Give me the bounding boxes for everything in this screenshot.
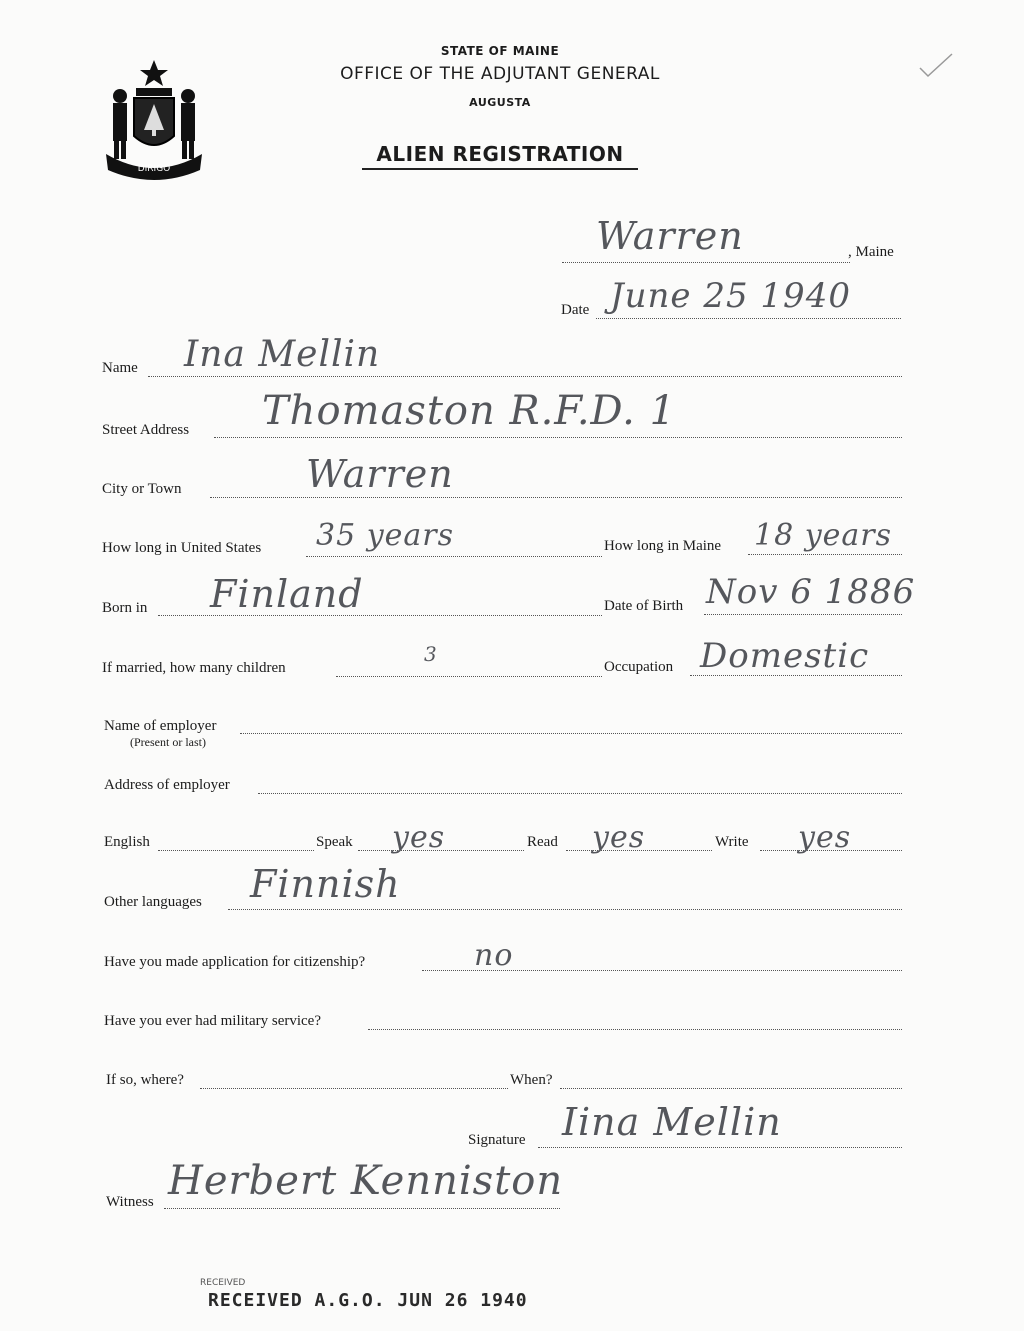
english-line xyxy=(158,850,314,851)
children-line xyxy=(336,676,602,677)
name-line xyxy=(148,376,902,377)
write-label: Write xyxy=(715,834,749,850)
dob-label: Date of Birth xyxy=(604,598,684,614)
checkmark-icon xyxy=(916,50,956,80)
other-languages-label: Other languages xyxy=(104,894,202,910)
occupation-value: Domestic xyxy=(700,636,870,676)
write-value: yes xyxy=(798,820,852,855)
employer-line xyxy=(240,733,902,734)
other-languages-line xyxy=(228,909,902,910)
born-label: Born in xyxy=(102,600,148,616)
street-label: Street Address xyxy=(102,422,190,438)
employer-label: Name of employer xyxy=(104,718,217,734)
name-value: Ina Mellin xyxy=(184,334,381,375)
received-stamp-small: RECEIVED xyxy=(200,1278,246,1288)
us-label: How long in United States xyxy=(102,540,262,556)
form-title: ALIEN REGISTRATION xyxy=(376,142,624,166)
maine-value: 18 years xyxy=(754,518,893,553)
received-stamp: RECEIVED A.G.O. JUN 26 1940 xyxy=(208,1290,528,1311)
signature-label: Signature xyxy=(468,1132,526,1148)
place-value: Warren xyxy=(596,214,744,258)
place-line xyxy=(562,262,850,263)
signature-line xyxy=(538,1147,902,1148)
place-suffix: , Maine xyxy=(848,244,894,260)
military-line xyxy=(368,1029,902,1030)
header-city: AUGUSTA xyxy=(469,96,531,109)
born-value: Finland xyxy=(210,572,364,616)
maine-label: How long in Maine xyxy=(604,538,722,554)
read-label: Read xyxy=(527,834,558,850)
speak-label: Speak xyxy=(316,834,353,850)
maine-line xyxy=(748,554,902,555)
dob-line xyxy=(704,614,902,615)
witness-label: Witness xyxy=(106,1194,154,1210)
date-line xyxy=(596,318,901,319)
children-value: 3 xyxy=(424,642,438,666)
occupation-label: Occupation xyxy=(604,659,674,675)
employer-address-line xyxy=(258,793,902,794)
citizenship-label: Have you made application for citizenship? xyxy=(104,954,366,970)
date-label: Date xyxy=(561,302,590,318)
children-label: If married, how many children xyxy=(102,660,286,676)
name-label: Name xyxy=(102,360,138,376)
citizenship-value: no xyxy=(474,938,514,973)
when-label: When? xyxy=(510,1072,553,1088)
svg-text:DIRIGO: DIRIGO xyxy=(137,164,171,174)
speak-value: yes xyxy=(392,820,446,855)
where-line xyxy=(200,1088,508,1089)
signature-value: Iina Mellin xyxy=(562,1100,782,1144)
us-line xyxy=(306,556,602,557)
street-value: Thomaston R.F.D. 1 xyxy=(262,388,677,434)
city-line xyxy=(210,497,902,498)
read-value: yes xyxy=(592,820,646,855)
employer-address-label: Address of employer xyxy=(104,777,230,793)
dob-value: Nov 6 1886 xyxy=(706,572,916,612)
title-underline xyxy=(362,168,638,170)
witness-line xyxy=(164,1208,560,1209)
city-label: City or Town xyxy=(102,481,182,497)
where-label: If so, where? xyxy=(106,1072,184,1088)
header-office: OFFICE OF THE ADJUTANT GENERAL xyxy=(340,64,660,84)
when-line xyxy=(560,1088,902,1089)
english-label: English xyxy=(104,834,150,850)
us-value: 35 years xyxy=(316,518,455,553)
state-seal-icon xyxy=(100,58,208,180)
other-languages-value: Finnish xyxy=(250,862,401,906)
date-value: June 25 1940 xyxy=(610,276,851,316)
witness-value: Herbert Kenniston xyxy=(168,1158,564,1204)
street-line xyxy=(214,437,902,438)
military-label: Have you ever had military service? xyxy=(104,1013,321,1029)
employer-sublabel: (Present or last) xyxy=(130,735,206,749)
header-state: STATE OF MAINE xyxy=(440,44,560,58)
city-value: Warren xyxy=(306,452,454,496)
